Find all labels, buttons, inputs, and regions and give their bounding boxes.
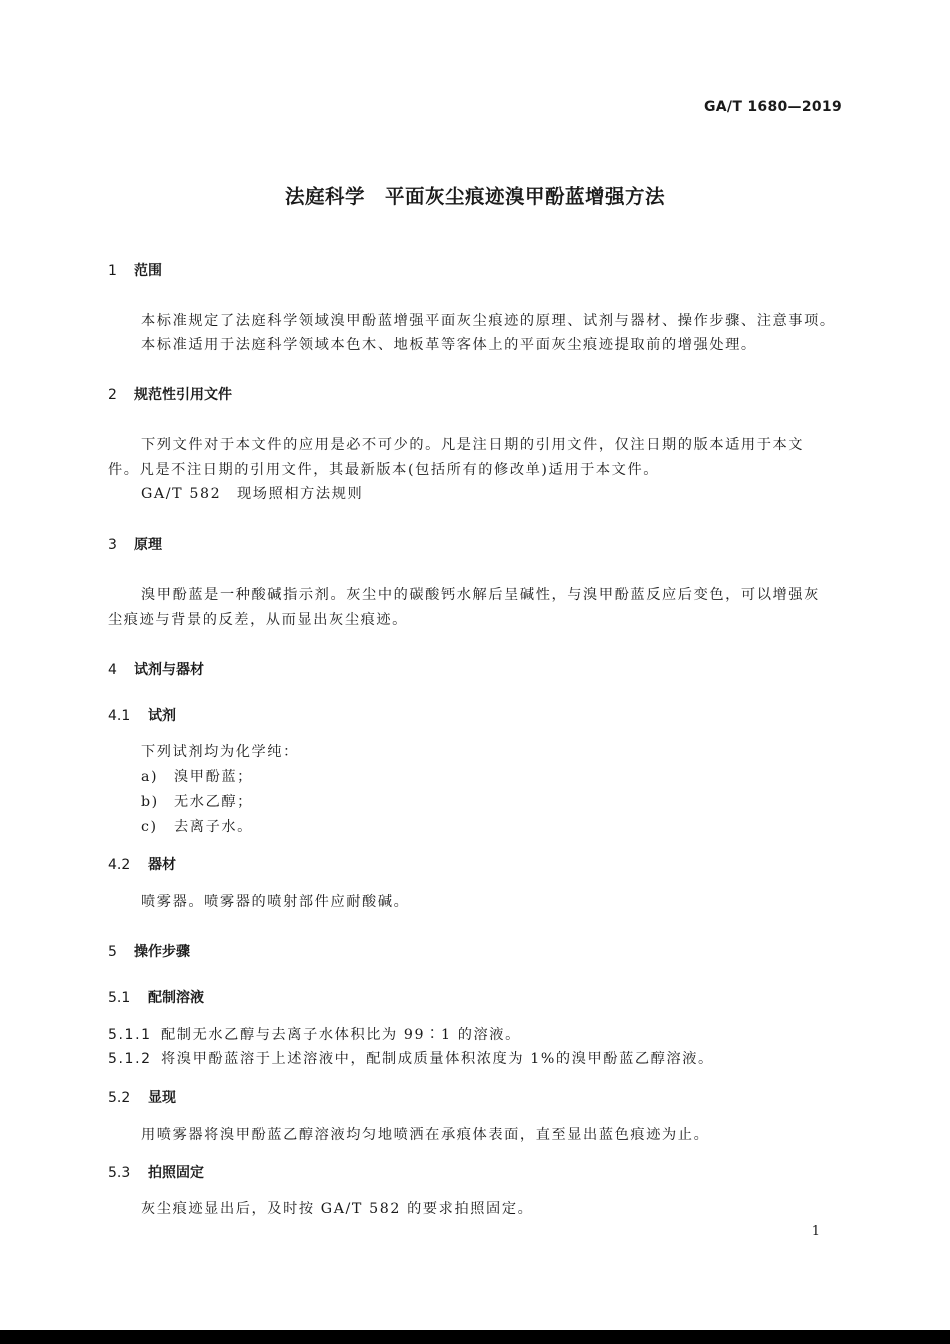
- document-title: 法庭科学 平面灰尘痕迹溴甲酚蓝增强方法: [284, 185, 665, 208]
- section-5-heading: [108, 941, 190, 961]
- clause-text: 配制无水乙醇与去离子水体积比为 99∶1 的溶液。: [161, 1027, 521, 1043]
- standard-code: GA/T 1680—2019: [704, 99, 842, 115]
- list-item: [141, 791, 253, 811]
- paragraph: 灰尘痕迹显出后，及时按 GA/T 582 的要求拍照固定。: [141, 1201, 534, 1217]
- subsection-number: 4.2: [108, 857, 131, 873]
- subsection-number: 4.1: [108, 708, 131, 724]
- normative-reference: GA/T 582 现场照相方法规则: [141, 486, 364, 502]
- paragraph: 本标准规定了法庭科学领域溴甲酚蓝增强平面灰尘痕迹的原理、试剂与器材、操作步骤、注意事项。: [141, 313, 836, 329]
- paragraph: 喷雾器。喷雾器的喷射部件应耐酸碱。: [141, 894, 410, 910]
- section-3-heading: [108, 534, 162, 554]
- subsection-4-2-heading: [108, 854, 176, 874]
- subsection-5-3-heading: [108, 1162, 204, 1182]
- section-2-heading: [108, 384, 232, 404]
- paragraph-continuation: 尘痕迹与背景的反差，从而显出灰尘痕迹。: [108, 612, 408, 628]
- section-1-heading: [108, 260, 162, 280]
- paragraph: 用喷雾器将溴甲酚蓝乙醇溶液均匀地喷洒在承痕体表面，直至显出蓝色痕迹为止。: [141, 1127, 710, 1143]
- section-number: 2: [108, 387, 117, 403]
- clause-5-1-2: [108, 1048, 714, 1068]
- subsection-number: 5.3: [108, 1165, 131, 1181]
- list-item: [141, 766, 253, 786]
- clause-text: 将溴甲酚蓝溶于上述溶液中，配制成质量体积浓度为 1%的溴甲酚蓝乙醇溶液。: [161, 1051, 714, 1067]
- list-item: [141, 816, 253, 836]
- paragraph-continuation: 件。凡是不注日期的引用文件，其最新版本(包括所有的修改单)适用于本文件。: [108, 462, 660, 478]
- bottom-edge-bar: [0, 1330, 950, 1344]
- list-label: b): [141, 794, 159, 810]
- subsection-title: 拍照固定: [148, 1165, 204, 1181]
- page-number: 1: [811, 1224, 820, 1239]
- subsection-title: 试剂: [148, 708, 176, 724]
- clause-5-1-1: [108, 1024, 521, 1044]
- section-title: 规范性引用文件: [134, 387, 232, 403]
- section-title: 原理: [134, 537, 162, 553]
- paragraph: 下列文件对于本文件的应用是必不可少的。凡是注日期的引用文件，仅注日期的版本适用于本文: [141, 437, 805, 453]
- section-number: 1: [108, 263, 117, 279]
- section-title: 试剂与器材: [134, 662, 204, 678]
- paragraph: 下列试剂均为化学纯：: [141, 744, 299, 760]
- list-text: 去离子水。: [174, 819, 253, 835]
- subsection-4-1-heading: [108, 705, 176, 725]
- list-label: c): [141, 819, 158, 835]
- subsection-5-2-heading: [108, 1087, 176, 1107]
- subsection-title: 显现: [148, 1090, 176, 1106]
- list-text: 溴甲酚蓝；: [174, 769, 253, 785]
- list-label: a): [141, 769, 159, 785]
- subsection-title: 配制溶液: [148, 990, 204, 1006]
- section-4-heading: [108, 659, 204, 679]
- section-title: 范围: [134, 263, 162, 279]
- paragraph: 溴甲酚蓝是一种酸碱指示剂。灰尘中的碳酸钙水解后呈碱性，与溴甲酚蓝反应后变色，可以增强灰: [141, 587, 820, 603]
- section-number: 5: [108, 944, 117, 960]
- section-title: 操作步骤: [134, 944, 190, 960]
- subsection-number: 5.2: [108, 1090, 131, 1106]
- subsection-title: 器材: [148, 857, 176, 873]
- paragraph: 本标准适用于法庭科学领域本色木、地板革等客体上的平面灰尘痕迹提取前的增强处理。: [141, 337, 757, 353]
- list-text: 无水乙醇；: [174, 794, 253, 810]
- clause-number: 5.1.2: [108, 1051, 152, 1067]
- subsection-number: 5.1: [108, 990, 131, 1006]
- subsection-5-1-heading: [108, 987, 204, 1007]
- section-number: 3: [108, 537, 117, 553]
- section-number: 4: [108, 662, 117, 678]
- clause-number: 5.1.1: [108, 1027, 152, 1043]
